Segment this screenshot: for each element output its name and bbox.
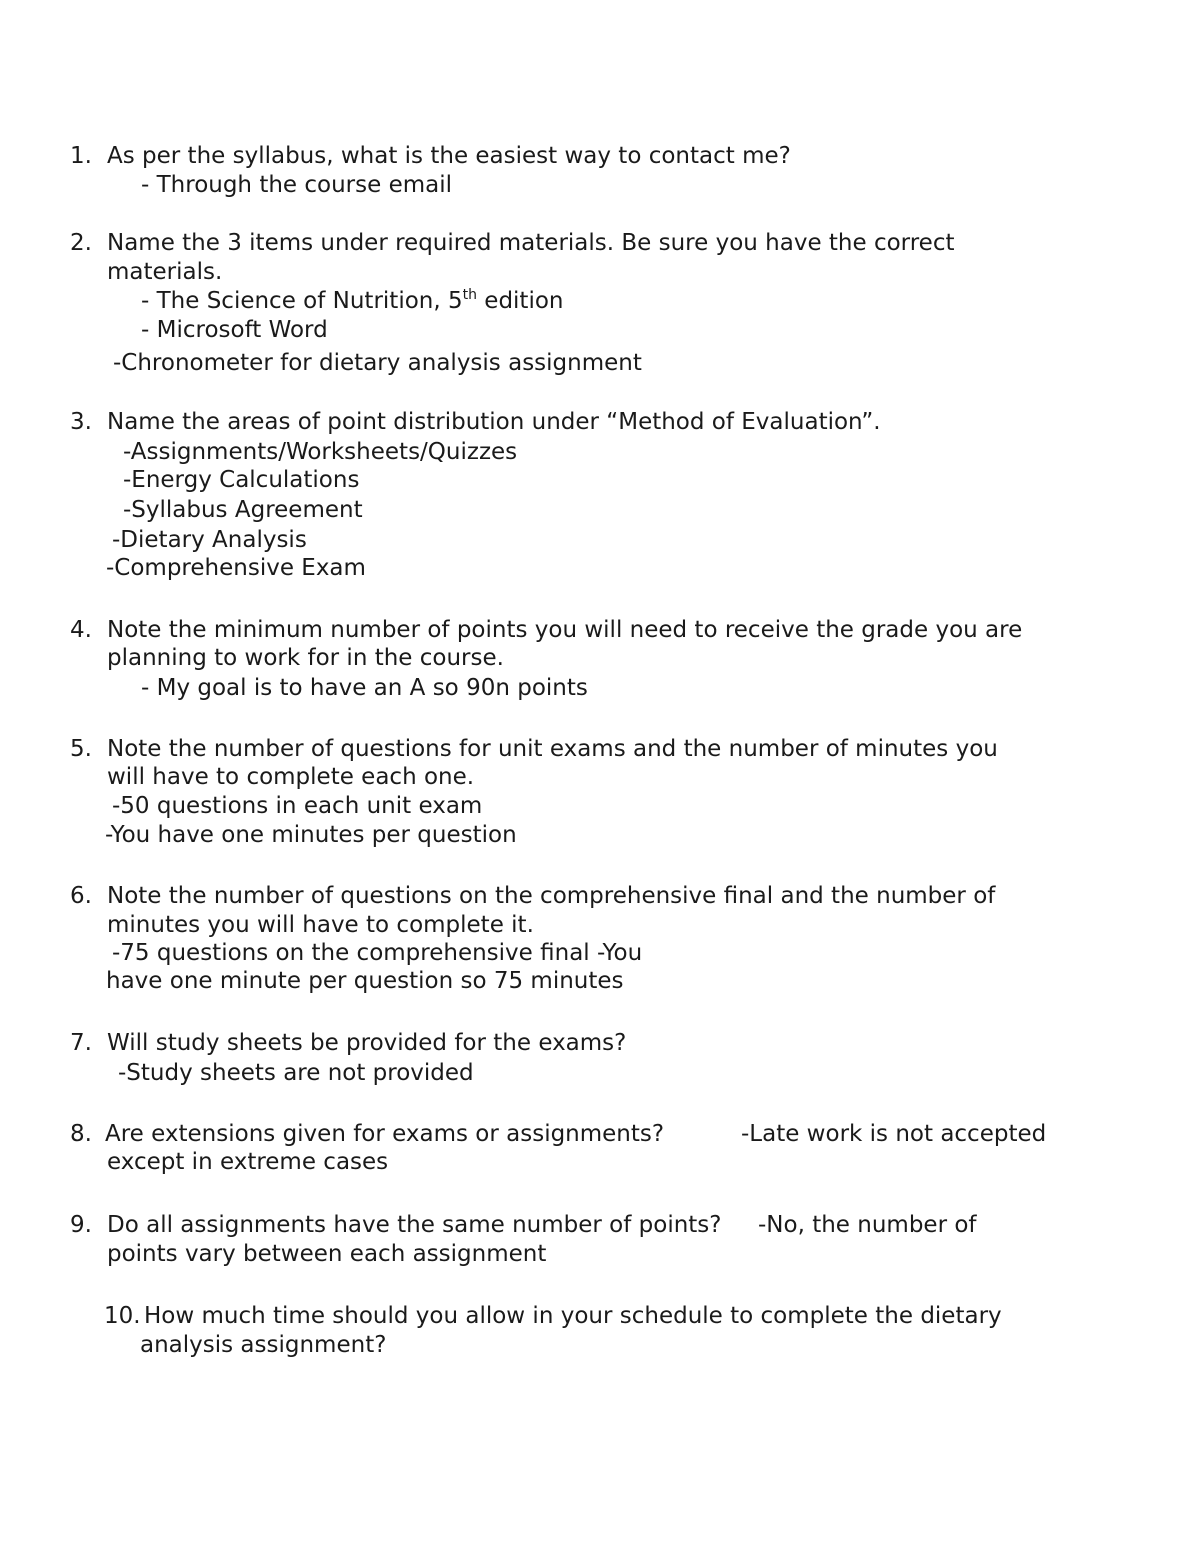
answer-text <box>141 287 564 316</box>
question-text: Are extensions given for exams or assignments? <box>105 1121 665 1147</box>
question-number: 1. <box>70 143 92 169</box>
answer-text: -Syllabus Agreement <box>123 497 363 523</box>
question-text: analysis assignment? <box>140 1332 387 1358</box>
answer-text: -Energy Calculations <box>123 467 360 493</box>
question-number: 9. <box>70 1212 92 1238</box>
answer-text: -50 questions in each unit exam <box>112 793 483 819</box>
question-number: 3. <box>70 409 92 435</box>
question-number: 8. <box>70 1121 92 1147</box>
superscript: th <box>462 287 477 303</box>
answer-text: -Assignments/Worksheets/Quizzes <box>123 439 518 465</box>
question-text: How much time should you allow in your schedule to complete the dietary <box>144 1303 1002 1329</box>
question-text: Note the number of questions on the comprehensive final and the number of <box>107 883 996 909</box>
answer-text: -Late work is not accepted <box>741 1121 1047 1147</box>
question-text: Will study sheets be provided for the exams? <box>107 1030 627 1056</box>
answer-text: -No, the number of <box>758 1212 977 1238</box>
answer-text: -You have one minutes per question <box>105 822 517 848</box>
question-number: 4. <box>70 617 92 643</box>
answer-text: - Microsoft Word <box>141 317 328 343</box>
question-text: Note the number of questions for unit exams and the number of minutes you <box>107 736 998 762</box>
answer-main: - The Science of Nutrition, 5 <box>141 288 463 314</box>
answer-text: -75 questions on the comprehensive final -You <box>112 940 643 966</box>
question-text: will have to complete each one. <box>107 764 475 790</box>
question-number: 2. <box>70 230 92 256</box>
answer-text: - Through the course email <box>141 172 453 198</box>
answer-text: have one minute per question so 75 minutes <box>106 968 624 994</box>
question-number: 5. <box>70 736 92 762</box>
question-text: Name the areas of point distribution under “Method of Evaluation”. <box>107 409 881 435</box>
question-text: minutes you will have to complete it. <box>107 912 534 938</box>
answer-text: - My goal is to have an A so 90n points <box>141 675 588 701</box>
question-text: except in extreme cases <box>107 1149 389 1175</box>
answer-text: -Chronometer for dietary analysis assignment <box>113 350 642 376</box>
question-text: Note the minimum number of points you will need to receive the grade you are <box>107 617 1023 643</box>
question-text: As per the syllabus, what is the easiest way to contact me? <box>107 143 791 169</box>
answer-text: -Study sheets are not provided <box>118 1060 474 1086</box>
answer-text: -Dietary Analysis <box>112 527 307 553</box>
question-text: Do all assignments have the same number of points? <box>107 1212 722 1238</box>
answer-suffix: edition <box>476 288 564 314</box>
question-text: points vary between each assignment <box>107 1241 547 1267</box>
question-text: materials. <box>107 259 223 285</box>
question-text: planning to work for in the course. <box>107 645 504 671</box>
question-text: Name the 3 items under required materials. Be sure you have the correct <box>107 230 955 256</box>
question-number: 10. <box>104 1303 141 1329</box>
answer-text: -Comprehensive Exam <box>106 555 366 581</box>
question-number: 7. <box>70 1030 92 1056</box>
question-number: 6. <box>70 883 92 909</box>
